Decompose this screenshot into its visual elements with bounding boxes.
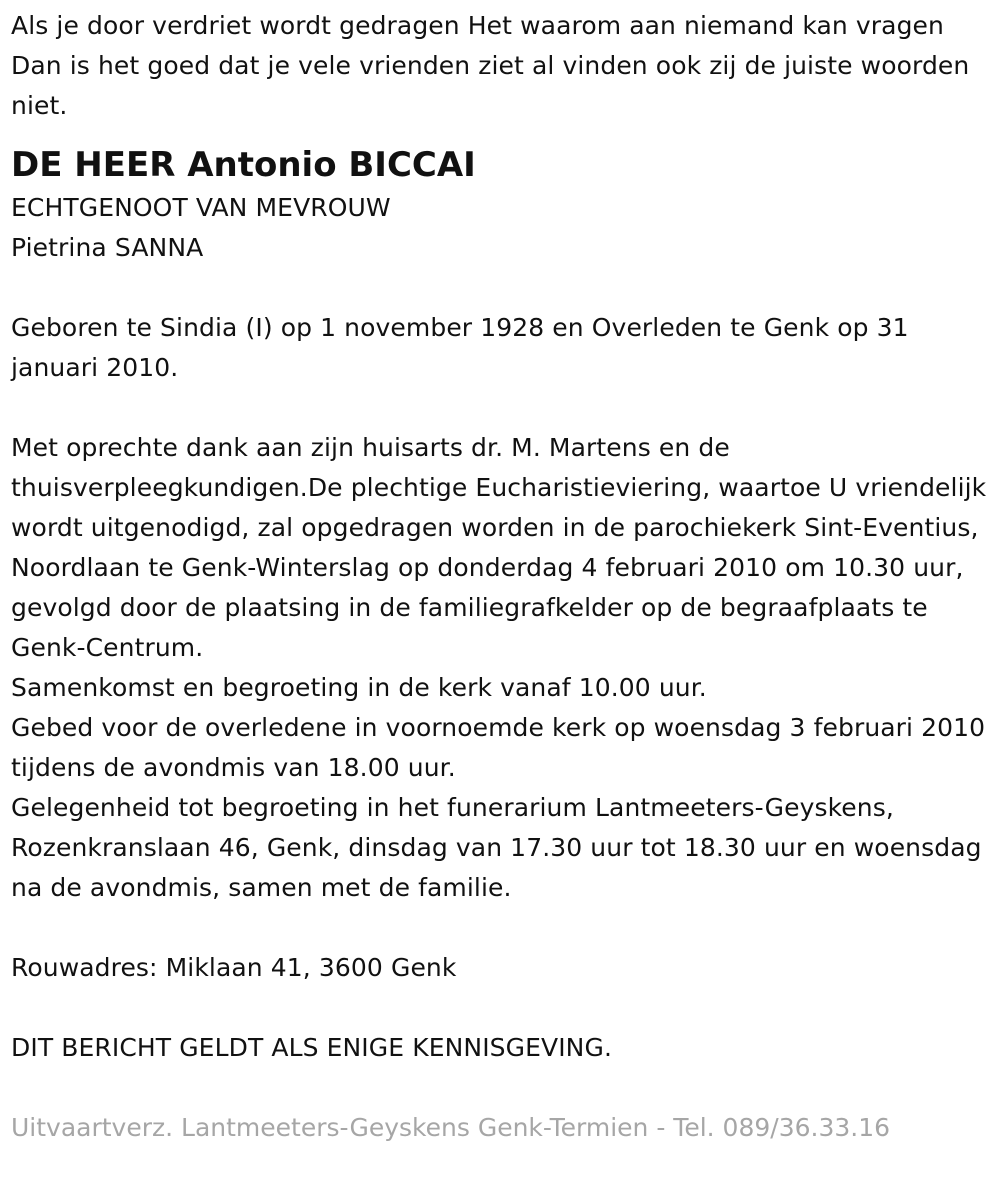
spouse-name: Pietrina SANNA — [11, 233, 204, 262]
deceased-name: DE HEER Antonio BICCAI — [11, 145, 476, 185]
spacer — [11, 988, 991, 1028]
spacer — [11, 908, 991, 948]
prayer-text: Gebed voor de overledene in voornoemde kerk op woensdag 3 februari 2010 tijdens de avondmis van 18.00 uur. — [11, 713, 986, 782]
funeral-director-footer: Uitvaartverz. Lantmeeters-Geyskens Genk-Termien - Tel. 089/36.33.16 — [11, 1113, 891, 1142]
ceremony-text: Met oprechte dank aan zijn huisarts dr. M. Martens en de thuisverpleegkundigen.De plechtige Eucharistieviering, waartoe U vriendelijk wordt uitgenodigd, zal opgedragen worden in de parochiekerk Sint-Eventius, Noordlaan te Genk-Winterslag op donderdag 4 februari 2010 om 10.30 uur, gevolgd door de plaatsing in de familiegrafkelder op de begraafplaats te Genk-Centrum. — [11, 433, 987, 662]
visitation-text: Gelegenheid tot begroeting in het funerarium Lantmeeters-Geyskens, Rozenkranslaan 46, Genk, dinsdag van 17.30 uur tot 18.30 uur en woensdag na de avondmis, samen met de familie. — [11, 793, 982, 902]
spacer — [11, 268, 991, 308]
mourning-address: Rouwadres: Miklaan 41, 3600 Genk — [11, 953, 457, 982]
spacer — [11, 1068, 991, 1108]
poem-text: Als je door verdriet wordt gedragen Het waarom aan niemand kan vragen Dan is het goed dat je vele vrienden ziet al vinden ook zij de juiste woorden niet. — [11, 11, 970, 120]
spacer — [11, 388, 991, 428]
birth-death-text: Geboren te Sindia (I) op 1 november 1928 en Overleden te Genk op 31 januari 2010. — [11, 313, 909, 382]
spouse-label: ECHTGENOOT VAN MEVROUW — [11, 193, 391, 222]
official-notice-text: DIT BERICHT GELDT ALS ENIGE KENNISGEVING. — [11, 1033, 612, 1062]
obituary-notice — [11, 6, 991, 1148]
gathering-text: Samenkomst en begroeting in de kerk vanaf 10.00 uur. — [11, 673, 707, 702]
